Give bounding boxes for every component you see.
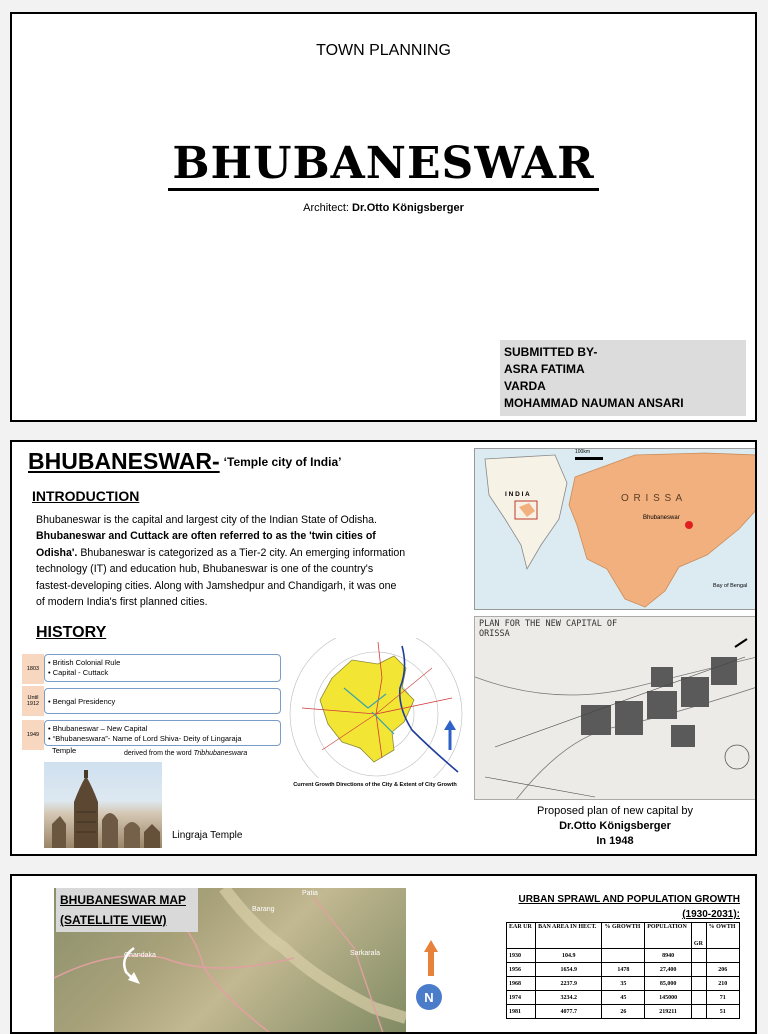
timeline-entry xyxy=(44,688,281,714)
author-name: VARDA xyxy=(504,379,546,393)
population-growth-title xyxy=(516,892,740,922)
author-name: MOHAMMAD NAUMAN ANSARI xyxy=(504,396,684,410)
map-scale: 100km xyxy=(575,449,591,455)
timeline-note-text: derived from the word xyxy=(124,750,194,757)
introduction-heading: INTRODUCTION xyxy=(32,488,140,504)
map-label-city: Bhubaneswar xyxy=(643,515,680,521)
table-cell: 206 xyxy=(706,963,739,977)
plan-title: PLAN FOR THE NEW CAPITAL OF ORISSA xyxy=(479,619,618,639)
table-cell: 210 xyxy=(706,977,739,991)
table-header: BAN AREA IN HECT. xyxy=(536,923,602,949)
plan-caption-year: In 1948 xyxy=(596,835,634,847)
plan-caption-line: Proposed plan of new capital by xyxy=(537,805,693,817)
timeline-note: Temple xyxy=(52,746,77,755)
timeline-year: Until 1912 xyxy=(22,686,44,716)
architect-name: Dr.Otto Königsberger xyxy=(352,202,464,214)
timeline-item: • British Colonial Rule xyxy=(48,658,280,668)
table-cell: 1974 xyxy=(507,991,536,1005)
table-header: % OWTH xyxy=(706,923,739,949)
map-label-india: I N D I A xyxy=(505,491,530,498)
table-cell: 8940 xyxy=(645,949,692,963)
table-cell: 1981 xyxy=(507,1005,536,1019)
place-label: Patia xyxy=(302,890,318,897)
place-label: Chandaka xyxy=(124,952,156,959)
introduction-slide xyxy=(10,440,757,856)
table-cell: 1956 xyxy=(507,963,536,977)
temple-caption: Lingraja Temple xyxy=(172,830,243,841)
table-cell: 51 xyxy=(706,1005,739,1019)
growth-title-line: URBAN SPRAWL AND POPULATION GROWTH xyxy=(518,894,740,905)
timeline-note-italic: Tribhubaneswara xyxy=(193,750,248,757)
table-cell: 3234.2 xyxy=(536,991,602,1005)
table-cell xyxy=(602,949,645,963)
growth-title-line: (1930-2031): xyxy=(682,909,740,920)
architect-line xyxy=(12,202,755,214)
table-cell: 1478 xyxy=(602,963,645,977)
table-cell: 219211 xyxy=(645,1005,692,1019)
timeline-note xyxy=(124,750,247,757)
submitted-by-label: SUBMITTED BY- xyxy=(504,345,598,359)
table-cell: 104.9 xyxy=(536,949,602,963)
place-label: Barang xyxy=(252,906,275,913)
north-badge: N xyxy=(416,984,442,1010)
table-cell: 4077.7 xyxy=(536,1005,602,1019)
satellite-map-label xyxy=(56,888,198,932)
timeline-entry xyxy=(44,720,281,746)
table-row xyxy=(507,991,740,1005)
orissa-location-map xyxy=(474,448,756,610)
table-header: POPULATION xyxy=(645,923,692,949)
table-cell: 85,000 xyxy=(645,977,692,991)
intro-text-part: Bhubaneswar is categorized as a Tier-2 city. An emerging information technology (IT) and education hub, Bhubaneswar is one of the country's fastest-developing cities. Along with Jamshedpur and Chandigarh, it was one of modern India's first planned cities. xyxy=(36,546,406,609)
plan-caption-architect: Dr.Otto Königsberger xyxy=(559,820,671,832)
population-growth-table xyxy=(506,922,740,1019)
intro-text-bold: Bhubaneswar and Cuttack are often referred to as the 'twin cities of Odisha'. xyxy=(36,530,376,559)
timeline-item: • “Bhubaneswara”- Name of Lord Shiva- Deity of Lingaraja xyxy=(48,734,280,744)
timeline-item: • Capital - Cuttack xyxy=(48,668,280,678)
north-arrow-icon xyxy=(424,940,438,976)
table-header: GR xyxy=(691,923,706,949)
introduction-text xyxy=(36,512,408,610)
lingaraja-temple-photo xyxy=(44,762,162,848)
map-slide xyxy=(10,874,757,1034)
slide-subtitle: ‘Temple city of India’ xyxy=(223,455,342,469)
main-title xyxy=(12,138,755,191)
growth-map-caption: Current Growth Directions of the City & Extent of City Growth xyxy=(293,782,457,788)
table-cell: 1968 xyxy=(507,977,536,991)
plan-caption xyxy=(474,804,756,849)
table-cell: 1930 xyxy=(507,949,536,963)
table-cell: 35 xyxy=(602,977,645,991)
table-row xyxy=(507,949,740,963)
architect-label: Architect: xyxy=(303,202,353,214)
table-cell: 145000 xyxy=(645,991,692,1005)
table-cell xyxy=(691,977,706,991)
table-cell: 27,400 xyxy=(645,963,692,977)
slide-title-main: BHUBANESWAR- xyxy=(28,448,220,474)
intro-text-part: Bhubaneswar is the capital and largest city of the Indian State of Odisha. xyxy=(36,514,377,526)
submitted-by-box xyxy=(500,340,746,416)
title-slide xyxy=(10,12,757,422)
table-row xyxy=(507,977,740,991)
place-label: Sarkarala xyxy=(350,950,380,957)
table-cell: 2237.9 xyxy=(536,977,602,991)
table-row xyxy=(507,1005,740,1019)
map-label-title: BHUBANESWAR MAP xyxy=(60,893,186,907)
main-title-text: BHUBANESWAR xyxy=(168,140,598,191)
author-name: ASRA FATIMA xyxy=(504,362,585,376)
table-cell xyxy=(691,1005,706,1019)
timeline-item: • Bhubaneswar – New Capital xyxy=(48,724,280,734)
table-cell xyxy=(691,949,706,963)
table-row xyxy=(507,963,740,977)
slide-heading: TOWN PLANNING xyxy=(316,42,451,59)
table-header-row xyxy=(507,923,740,949)
city-growth-map xyxy=(282,638,470,778)
table-cell: 1654.9 xyxy=(536,963,602,977)
table-cell: 45 xyxy=(602,991,645,1005)
map-label-orissa: O R I S S A xyxy=(621,493,684,504)
table-cell xyxy=(706,949,739,963)
table-cell xyxy=(691,963,706,977)
table-cell xyxy=(691,991,706,1005)
table-cell: 26 xyxy=(602,1005,645,1019)
table-header: % GROWTH xyxy=(602,923,645,949)
timeline-year: 1949 xyxy=(22,720,44,750)
map-label-bay: Bay of Bengal xyxy=(713,583,748,589)
timeline-item: • Bengal Presidency xyxy=(48,697,280,707)
table-cell: 71 xyxy=(706,991,739,1005)
new-capital-plan-drawing xyxy=(474,616,756,800)
timeline-year: 1803 xyxy=(22,654,44,684)
timeline-entry xyxy=(44,654,281,682)
slide-title xyxy=(28,448,341,475)
history-heading: HISTORY xyxy=(36,624,107,641)
table-header: EAR UR xyxy=(507,923,536,949)
map-label-subtitle: (SATELLITE VIEW) xyxy=(60,913,167,927)
